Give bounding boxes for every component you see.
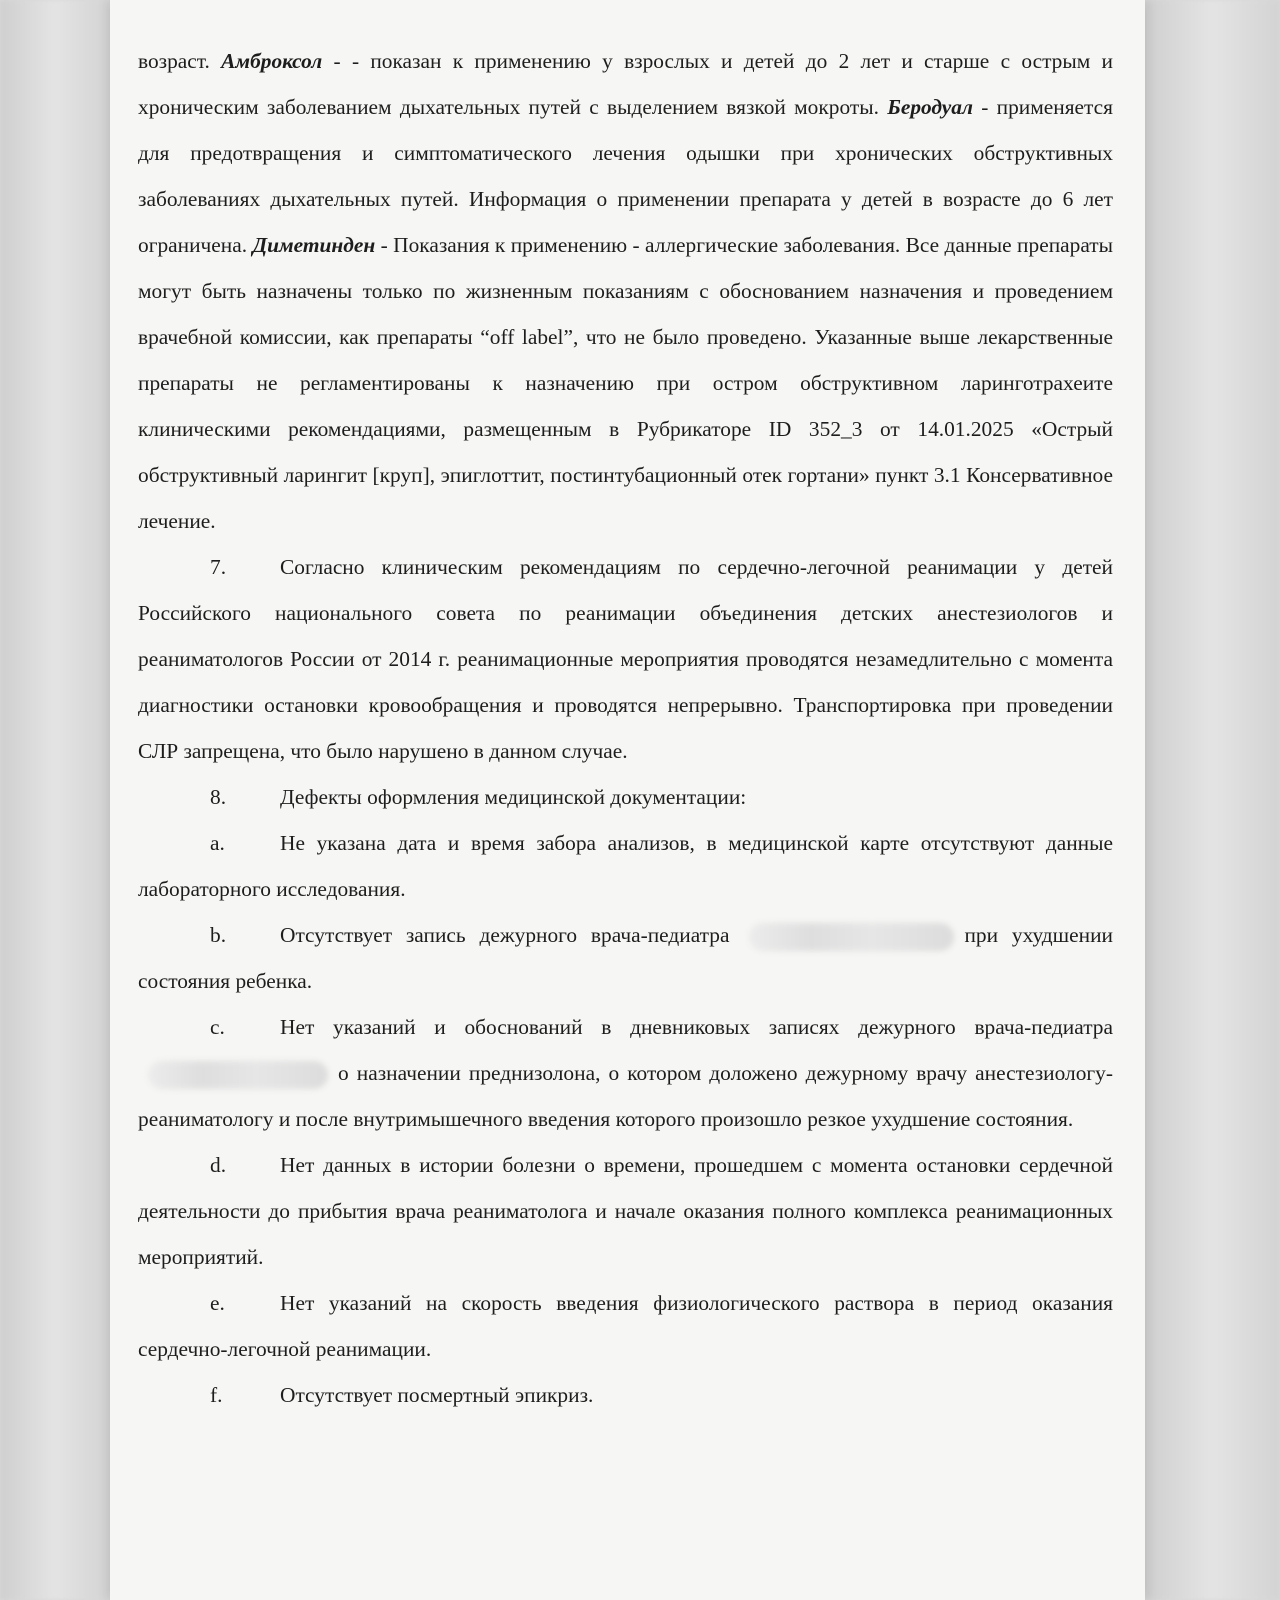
background-left xyxy=(0,0,110,1600)
item-text: Нет данных в истории болезни о времени, прошедшем с момента остановки сердечной деятельности до прибытия врача реаниматолога и начале оказания полного комплекса реанимационных мероприятий. xyxy=(138,1153,1113,1269)
redacted-name xyxy=(148,1061,328,1089)
background-right xyxy=(1145,0,1280,1600)
item-text: Нет указаний и обоснований в дневниковых записях дежурного врача-педиатра xyxy=(280,1015,1113,1039)
item-number: 7. xyxy=(210,555,227,579)
item-text: о назначении преднизолона, о котором доложено дежурному врачу анестезиологу-реаниматологу и после внутримышечного введения которого произошло резкое ухудшение состояния. xyxy=(138,1061,1113,1131)
document-body xyxy=(138,38,1113,1418)
sub-item-a xyxy=(138,820,1113,912)
document-page xyxy=(110,0,1145,1600)
sub-item-d xyxy=(138,1142,1113,1280)
item-7 xyxy=(138,544,1113,774)
item-letter: b. xyxy=(210,923,227,947)
drug-name-berodual: Беродуал xyxy=(887,95,973,119)
item-text: Не указана дата и время забора анализов, в медицинской карте отсутствуют данные лабораторного исследования. xyxy=(138,831,1113,901)
item-text: Согласно клиническим рекомендациям по сердечно-легочной реанимации у детей Российского национального совета по реанимации объединения детских анестезиологов и реаниматологов России от 2014 г. реанимационные мероприятия проводятся незамедлительно с момента диагностики остановки кровообращения и проводятся непрерывно. Транспортировка при проведении СЛР запрещена, что было нарушено в данном случае. xyxy=(138,555,1113,763)
text-segment: возраст. xyxy=(138,49,222,73)
sub-item-f xyxy=(138,1372,1113,1418)
drug-name-dimetinden: Диметинден xyxy=(252,233,376,257)
paragraph-drugs xyxy=(138,38,1113,544)
item-8 xyxy=(138,774,1113,820)
item-letter: a. xyxy=(210,831,225,855)
redacted-name xyxy=(749,923,954,951)
sub-item-b xyxy=(138,912,1113,1004)
text-segment: - применяется для предотвращения и симптоматического лечения одышки при хронических обструктивных заболеваниях дыхательных путей. Информация о применении препарата у детей в возрасте до 6 лет ограничена. xyxy=(138,95,1113,257)
sub-item-c xyxy=(138,1004,1113,1142)
item-text: Отсутствует запись дежурного врача-педиатра xyxy=(280,923,730,947)
item-text: при ухудшении состояния ребенка. xyxy=(138,923,1113,993)
item-letter: c. xyxy=(210,1015,225,1039)
text-segment: - Показания к применению - аллергические заболевания. Все данные препараты могут быть назначены только по жизненным показаниям с обоснованием назначения и проведением врачебной комиссии, как препараты “off label”, что не было проведено. Указанные выше лекарственные препараты не регламентированы к назначению при остром обструктивном ларинготрахеите клиническими рекомендациями, размещенным в Рубрикаторе ID 352_3 от 14.01.2025 «Острый обструктивный ларингит [круп], эпиглоттит, постинтубационный отек гортани» пункт 3.1 Консервативное лечение. xyxy=(138,233,1113,533)
sub-item-e xyxy=(138,1280,1113,1372)
drug-name-ambroxol: Амброксол xyxy=(221,49,323,73)
item-letter: d. xyxy=(210,1153,227,1177)
item-letter: e. xyxy=(210,1291,225,1315)
item-text: Дефекты оформления медицинской документации: xyxy=(280,785,747,809)
item-text: Отсутствует посмертный эпикриз. xyxy=(280,1383,594,1407)
item-number: 8. xyxy=(210,785,227,809)
text-segment: - - показан к применению у взрослых и детей до 2 лет и старше с острым и хроническим заболеванием дыхательных путей с выделением вязкой мокроты. xyxy=(138,49,1114,119)
item-text: Нет указаний на скорость введения физиологического раствора в период оказания сердечно-легочной реанимации. xyxy=(138,1291,1113,1361)
item-letter: f. xyxy=(210,1383,223,1407)
